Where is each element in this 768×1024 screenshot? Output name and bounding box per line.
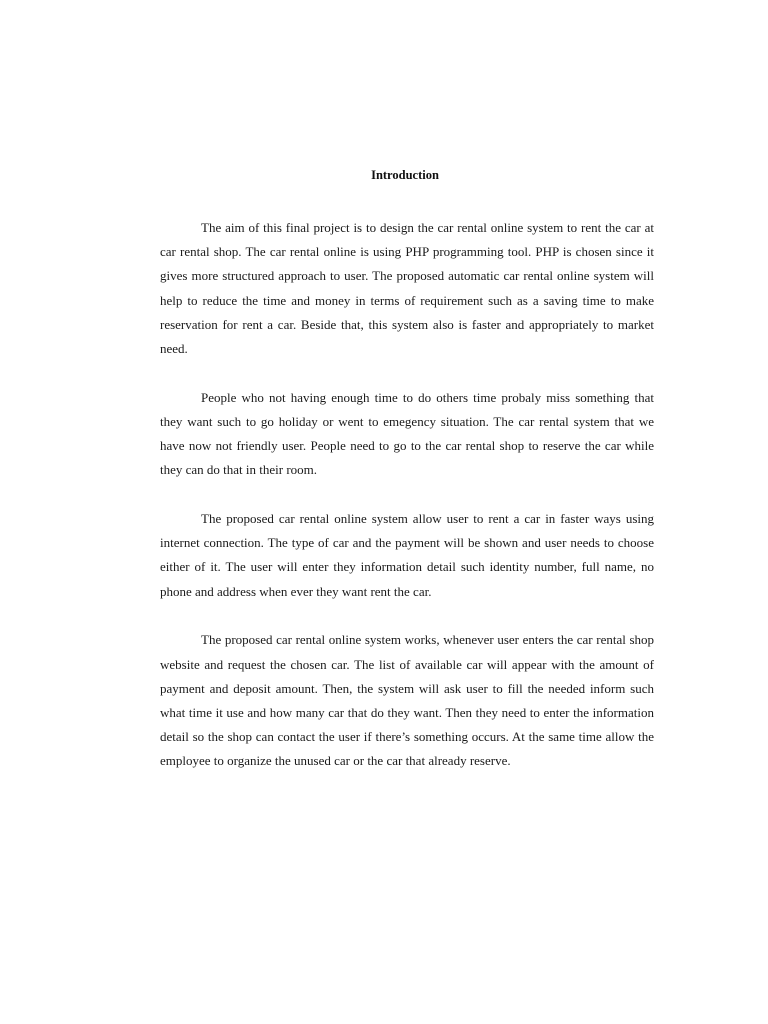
paragraph-2: People who not having enough time to do others time probaly miss something that they want such to go holiday or went to emegency situation. The car rental system that we have now not friendly user. People need to go to the car rental shop to reserve the car while they can do that in their room.	[160, 389, 654, 478]
paragraph-4: The proposed car rental online system works, whenever user enters the car rental shop website and request the chosen car. The list of available car will appear with the amount of payment and deposit amount. Then, the system will ask user to fill the needed inform such what time it use and how many car that do they want. Then they need to enter the information detail so the shop can contact the user if there’s something occurs. At the same time allow the employee to organize the unused car or the car that already reserve.	[160, 632, 654, 769]
paragraph-3: The proposed car rental online system allow user to rent a car in faster ways using internet connection. The type of car and the payment will be shown and user needs to choose either of it. The user will enter they information detail such identity number, full name, no phone and address when ever they want rent the car.	[160, 511, 654, 599]
document-title: Introduction	[371, 168, 439, 182]
paragraph-1: The aim of this final project is to design the car rental online system to rent the car at car rental shop. The car rental online is using PHP programming tool. PHP is chosen since it gives more structured approach to user. The proposed automatic car rental online system will help to reduce the time and money in terms of requirement such as a saving time to make reservation for rent a car. Beside that, this system also is faster and appropriately to market need.	[160, 220, 654, 357]
document-body	[160, 216, 654, 798]
